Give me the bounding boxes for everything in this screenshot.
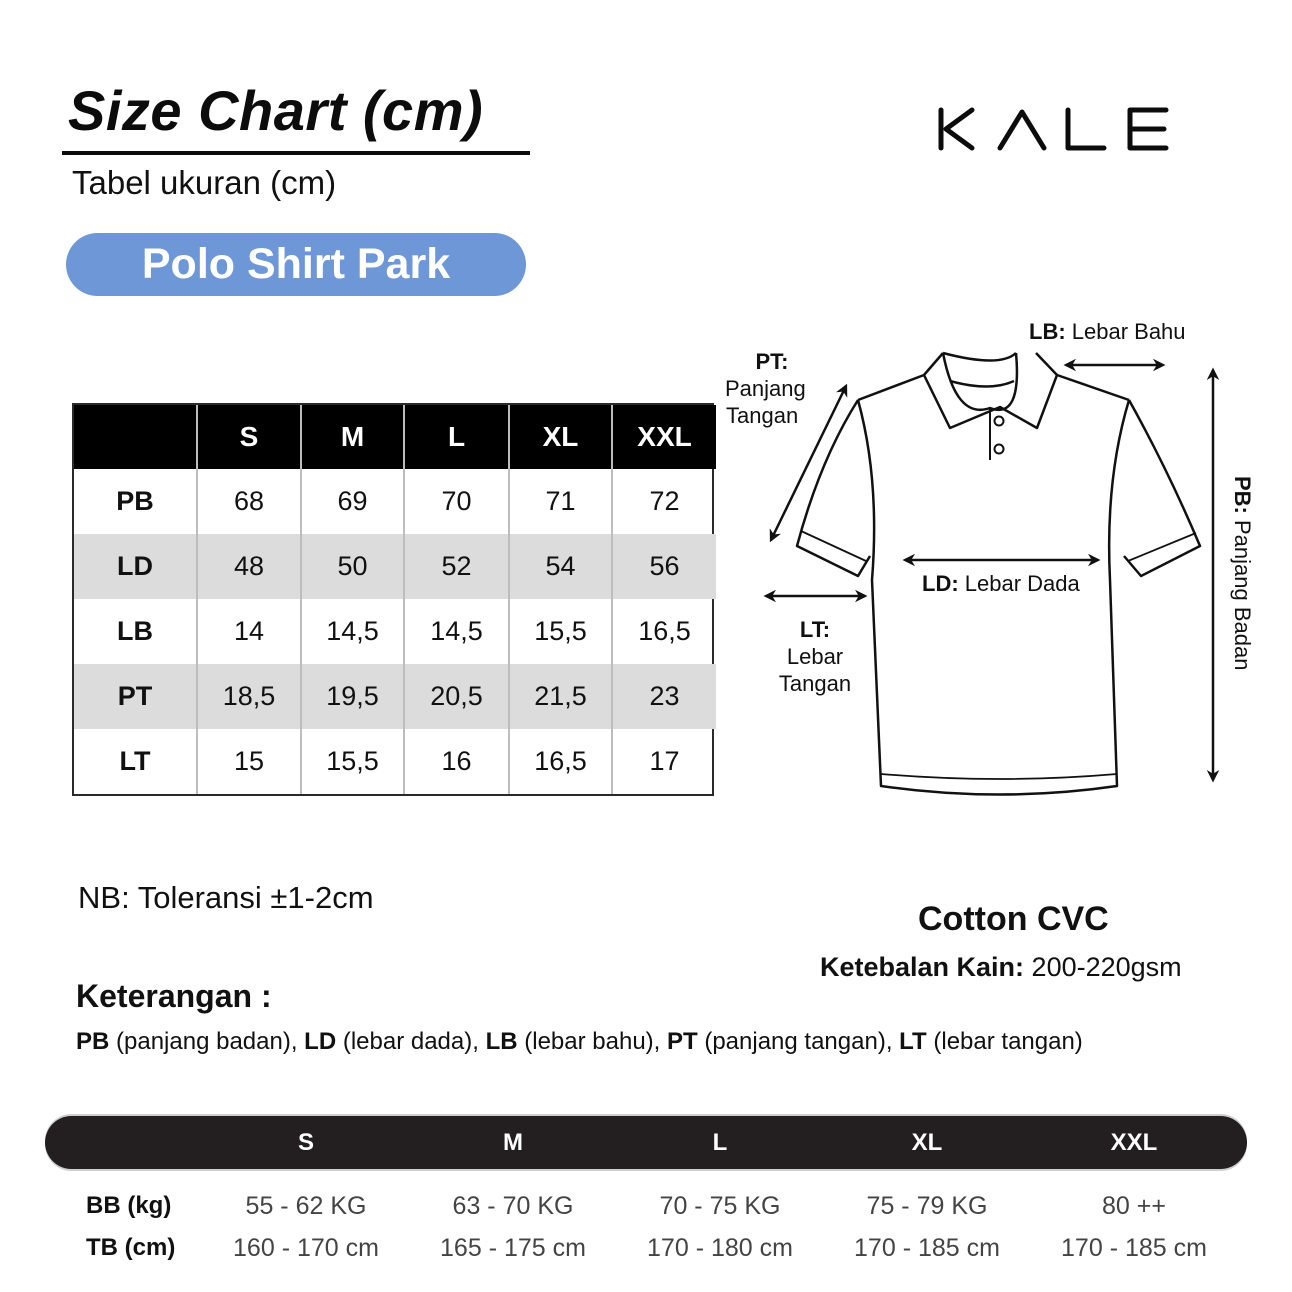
rec-row-height <box>0 1234 1292 1274</box>
table-cell: 21,5 <box>509 664 612 729</box>
row-label: LT <box>119 746 151 776</box>
pt-label-line1: Panjang <box>725 376 806 401</box>
ld-label: LD: Lebar Dada <box>922 571 1080 596</box>
table-cell: 68 <box>197 469 301 534</box>
lt-label-line2: Tangan <box>778 671 852 696</box>
table-cell: 56 <box>612 534 716 599</box>
page-title: Size Chart (cm) <box>68 79 484 142</box>
rec-cell: 170 - 185 cm <box>854 1234 1000 1262</box>
rec-cell: 170 - 180 cm <box>647 1234 793 1262</box>
recommendation-header <box>45 1116 1247 1169</box>
rec-row-label: BB (kg) <box>86 1192 172 1219</box>
rec-header-m: M <box>503 1128 523 1156</box>
rec-cell: 70 - 75 KG <box>659 1192 781 1220</box>
rec-cell: 170 - 185 cm <box>1061 1234 1207 1262</box>
table-cell: 69 <box>301 469 404 534</box>
pt-label-line2: Tangan <box>726 403 799 428</box>
lt-code-label: LT: <box>799 617 831 642</box>
table-cell: 17 <box>612 729 716 794</box>
table-cell: 19,5 <box>301 664 404 729</box>
product-name-badge: Polo Shirt Park <box>66 233 526 296</box>
table-cell: 52 <box>404 534 509 599</box>
rec-cell: 80 ++ <box>1102 1192 1166 1220</box>
table-cell: 15,5 <box>301 729 404 794</box>
table-cell: 15 <box>197 729 301 794</box>
row-label: LD <box>74 534 197 599</box>
rec-cell: 165 - 175 cm <box>440 1234 586 1262</box>
rec-cell: 160 - 170 cm <box>233 1234 379 1262</box>
table-cell: 14,5 <box>301 599 404 664</box>
fabric-weight: Ketebalan Kain: 200-220gsm <box>820 952 1182 982</box>
pb-label: PB: Panjang Badan <box>1230 476 1255 671</box>
header-cell-xxl: XXL <box>612 405 716 469</box>
fabric-title: Cotton CVC <box>918 900 1109 938</box>
table-cell: 20,5 <box>404 664 509 729</box>
table-cell: 48 <box>197 534 301 599</box>
rec-cell: 75 - 79 KG <box>866 1192 988 1220</box>
table-cell: 50 <box>301 534 404 599</box>
table-cell: 16,5 <box>612 599 716 664</box>
rec-header-xl: XL <box>911 1128 943 1156</box>
rec-cell: 63 - 70 KG <box>452 1192 574 1220</box>
table-cell: 70 <box>404 469 509 534</box>
table-cell: 14,5 <box>404 599 509 664</box>
header-cell-l: L <box>404 405 509 469</box>
table-cell: 54 <box>509 534 612 599</box>
header-cell-m: M <box>301 405 404 469</box>
row-label: PB <box>116 486 154 516</box>
lb-label: LB: Lebar Bahu <box>1029 319 1186 344</box>
table-cell: 16 <box>404 729 509 794</box>
row-label: PT <box>74 664 197 729</box>
rec-row-weight <box>0 1192 1292 1232</box>
table-cell: 23 <box>612 664 716 729</box>
rec-header-l: L <box>712 1128 728 1156</box>
header-cell-xl: XL <box>509 405 612 469</box>
tolerance-note: NB: Toleransi ±1-2cm <box>78 880 374 915</box>
rec-cell: 55 - 62 KG <box>245 1192 367 1220</box>
rec-row-label: TB (cm) <box>86 1234 176 1261</box>
table-cell: 71 <box>509 469 612 534</box>
table-cell: 15,5 <box>509 599 612 664</box>
rec-header-xxl: XXL <box>1110 1128 1158 1156</box>
rec-header-s: S <box>297 1128 314 1156</box>
table-cell: 16,5 <box>509 729 612 794</box>
lt-label-line1: Lebar <box>786 644 844 669</box>
legend-line: PB (panjang badan), LD (lebar dada), LB (lebar bahu), PT (panjang tangan), LT (lebar tangan) <box>76 1028 1083 1055</box>
table-cell: 72 <box>612 469 716 534</box>
table-cell: 18,5 <box>197 664 301 729</box>
page-subtitle: Tabel ukuran (cm) <box>72 164 337 201</box>
header-cell-s: S <box>197 405 301 469</box>
pt-code-label: PT: <box>755 349 789 374</box>
table-cell: 14 <box>197 599 301 664</box>
row-label: LB <box>117 616 153 646</box>
legend-title: Keterangan : <box>76 978 272 1014</box>
